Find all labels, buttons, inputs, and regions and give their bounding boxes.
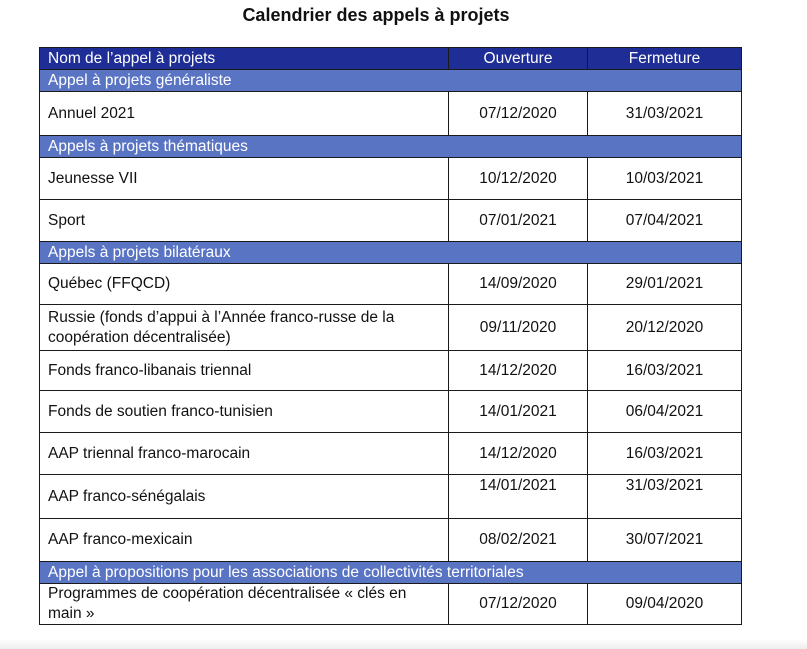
table-row (40, 305, 742, 351)
closing-date: 06/04/2021 (588, 391, 742, 433)
call-name: AAP triennal franco-marocain (40, 433, 449, 475)
opening-date: 14/12/2020 (449, 433, 588, 475)
table-header-row (40, 48, 742, 70)
opening-date: 08/02/2021 (449, 519, 588, 562)
call-name: Sport (40, 200, 449, 242)
table-row (40, 158, 742, 200)
section-row-associations (40, 562, 742, 584)
section-label: Appel à projets généraliste (40, 70, 742, 92)
call-name: Québec (FFQCD) (40, 264, 449, 305)
calendar-table (39, 47, 742, 625)
call-name: Jeunesse VII (40, 158, 449, 200)
table-row (40, 200, 742, 242)
opening-date: 14/01/2021 (449, 475, 588, 519)
closing-date: 16/03/2021 (588, 351, 742, 391)
page-title: Calendrier des appels à projets (242, 5, 510, 25)
section-row-thematiques (40, 136, 742, 158)
call-name: AAP franco-sénégalais (40, 475, 449, 519)
closing-date: 09/04/2020 (588, 584, 742, 625)
opening-date: 14/01/2021 (449, 391, 588, 433)
closing-date: 31/03/2021 (588, 92, 742, 136)
table-row (40, 584, 742, 625)
table-row (40, 433, 742, 475)
opening-date: 14/12/2020 (449, 351, 588, 391)
table-row (40, 351, 742, 391)
closing-date: 29/01/2021 (588, 264, 742, 305)
section-row-bilateraux (40, 242, 742, 264)
opening-date: 07/12/2020 (449, 92, 588, 136)
section-label: Appel à propositions pour les associations de collectivités territoriales (40, 562, 742, 584)
opening-date: 07/01/2021 (449, 200, 588, 242)
column-header-opening: Ouverture (449, 48, 588, 70)
column-header-closing: Fermeture (588, 48, 742, 70)
call-name: Fonds franco-libanais triennal (40, 351, 449, 391)
closing-date: 31/03/2021 (588, 475, 742, 519)
call-name: Fonds de soutien franco-tunisien (40, 391, 449, 433)
opening-date: 09/11/2020 (449, 305, 588, 351)
call-name: AAP franco-mexicain (40, 519, 449, 562)
call-name: Russie (fonds d’appui à l’Année franco-russe de la coopération décentralisée) (40, 305, 449, 351)
section-label: Appels à projets thématiques (40, 136, 742, 158)
call-name: Programmes de coopération décentralisée « clés en main » (40, 584, 449, 625)
section-label: Appels à projets bilatéraux (40, 242, 742, 264)
closing-date: 07/04/2021 (588, 200, 742, 242)
column-header-name: Nom de l’appel à projets (40, 48, 449, 70)
closing-date: 30/07/2021 (588, 519, 742, 562)
closing-date: 10/03/2021 (588, 158, 742, 200)
table-row (40, 391, 742, 433)
opening-date: 07/12/2020 (449, 584, 588, 625)
section-row-generaliste (40, 70, 742, 92)
table-row (40, 475, 742, 519)
closing-date: 16/03/2021 (588, 433, 742, 475)
opening-date: 10/12/2020 (449, 158, 588, 200)
table-row (40, 92, 742, 136)
opening-date: 14/09/2020 (449, 264, 588, 305)
call-name: Annuel 2021 (40, 92, 449, 136)
bottom-shade (0, 639, 807, 649)
table-row (40, 264, 742, 305)
table-row (40, 519, 742, 562)
closing-date: 20/12/2020 (588, 305, 742, 351)
